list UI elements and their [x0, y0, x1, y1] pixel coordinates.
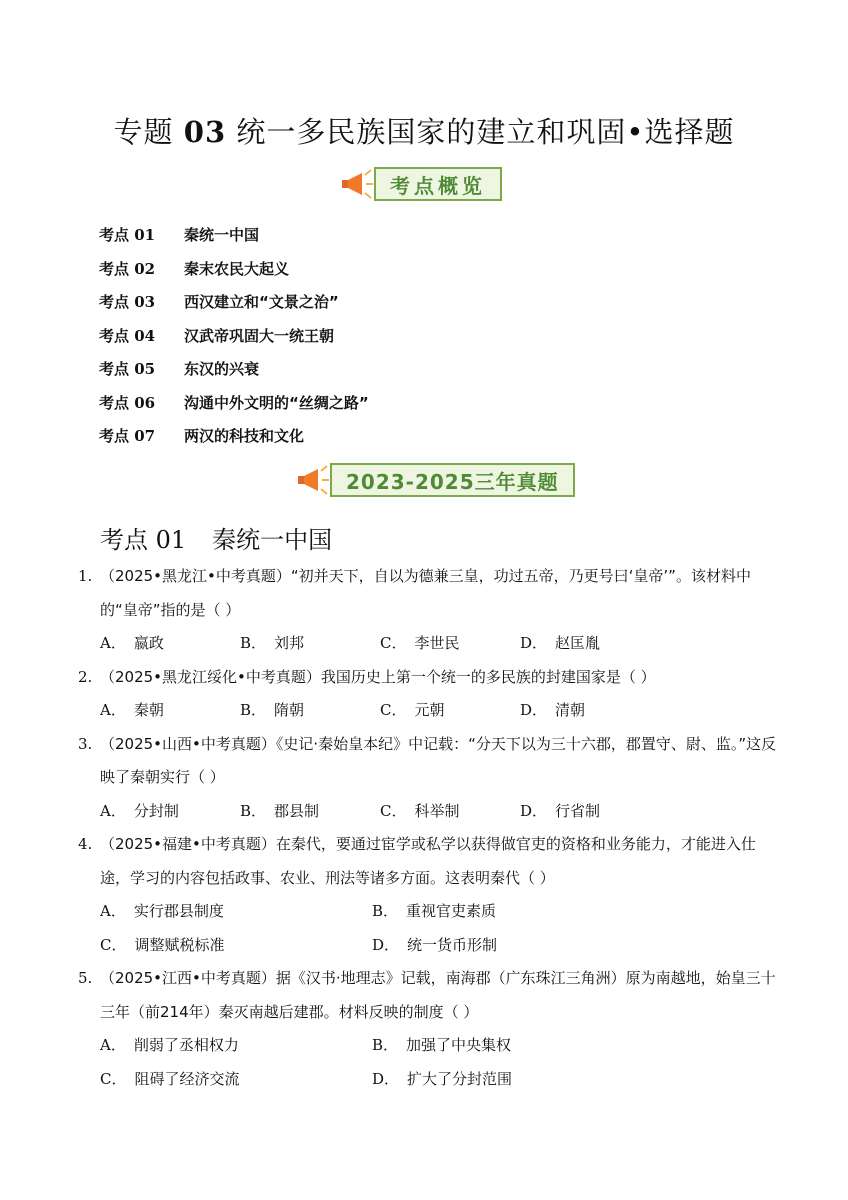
- option-list: [78, 694, 778, 728]
- option-a[interactable]: A． 嬴政: [100, 634, 164, 652]
- question-number: 1.: [78, 567, 93, 585]
- section-name: 秦统一中国: [212, 526, 333, 554]
- question-stem: （2025•黑龙江绥化•中考真题）我国历史上第一个统一的多民族的封建国家是（ ）: [100, 667, 656, 686]
- option-a[interactable]: A． 秦朝: [100, 701, 164, 719]
- overview-badge-label: 考点概览: [374, 167, 502, 201]
- option-c[interactable]: C． 科举制: [380, 801, 460, 820]
- question-stem: （2025•江西•中考真题）据《汉书·地理志》记载，南海郡（广东珠江三角洲）原为南越地，始皇三十三年（前214年）秦灭南越后建郡。材料反映的制度（ ）: [100, 969, 776, 1021]
- kaodian-code: 考点 07: [99, 427, 156, 446]
- megaphone-icon: [296, 461, 330, 499]
- option-a[interactable]: A． 削弱了丞相权力: [100, 1036, 239, 1054]
- question-stem: （2025•黑龙江•中考真题）“初并天下，自以为德兼三皇，功过五帝，乃更号曰‘皇帝’”。该材料中的“皇帝”指的是（ ）: [100, 567, 751, 619]
- kaodian-code: 考点 06: [99, 393, 156, 412]
- question-number: 2.: [78, 667, 93, 686]
- kaodian-code: 考点 01: [99, 226, 156, 245]
- option-list: [78, 795, 778, 829]
- list-item: [99, 285, 369, 319]
- kaodian-name: 沟通中外文明的“丝绸之路”: [184, 393, 369, 412]
- option-b[interactable]: B． 重视官吏素质: [372, 902, 497, 920]
- kaodian-list: [99, 218, 369, 453]
- list-item: [99, 352, 369, 386]
- megaphone-icon: [340, 165, 374, 203]
- option-list: [78, 895, 778, 962]
- option-list: [78, 627, 778, 661]
- option-d[interactable]: D． 赵匡胤: [520, 634, 601, 652]
- kaodian-name: 西汉建立和“文景之治”: [184, 293, 339, 312]
- overview-badge: [340, 165, 502, 203]
- section-heading: [100, 520, 332, 555]
- years-badge: [296, 461, 575, 499]
- option-c[interactable]: C． 元朝: [380, 701, 445, 719]
- option-d[interactable]: D． 行省制: [520, 801, 601, 820]
- question-number: 4.: [78, 835, 93, 853]
- option-d[interactable]: D． 统一货币形制: [372, 935, 498, 954]
- years-badge-label: 2023-2025三年真题: [330, 463, 575, 497]
- title-number: 03: [183, 115, 227, 149]
- kaodian-name: 秦统一中国: [184, 226, 260, 245]
- kaodian-code: 考点 02: [99, 259, 156, 278]
- kaodian-code: 考点 04: [99, 326, 156, 345]
- option-c[interactable]: C． 调整赋税标准: [100, 935, 225, 954]
- option-a[interactable]: A． 分封制: [100, 801, 179, 820]
- kaodian-code: 考点 05: [99, 360, 156, 379]
- option-c[interactable]: C． 李世民: [380, 634, 460, 652]
- list-item: [99, 319, 369, 353]
- question-stem: （2025•福建•中考真题）在秦代，要通过宦学或私学以获得做官吏的资格和业务能力，才能进入仕途，学习的内容包括政事、农业、刑法等诸多方面。这表明秦代（ ）: [100, 835, 756, 887]
- option-b[interactable]: B． 隋朝: [240, 701, 305, 719]
- option-d[interactable]: D． 扩大了分封范围: [372, 1069, 513, 1088]
- option-c[interactable]: C． 阻碍了经济交流: [100, 1069, 240, 1088]
- question-number: 3.: [78, 734, 93, 753]
- page-title: [0, 110, 848, 151]
- list-item: [99, 252, 369, 286]
- list-item: [99, 419, 369, 453]
- option-d[interactable]: D． 清朝: [520, 701, 586, 719]
- question: [78, 560, 778, 661]
- list-item: [99, 386, 369, 420]
- question-number: 5.: [78, 969, 93, 987]
- kaodian-name: 东汉的兴衰: [184, 360, 260, 379]
- question: [78, 962, 778, 1096]
- option-a[interactable]: A． 实行郡县制度: [100, 902, 224, 920]
- section-code: 考点 01: [100, 526, 187, 554]
- title-text: 统一多民族国家的建立和巩固•选择题: [236, 115, 735, 149]
- kaodian-name: 汉武帝巩固大一统王朝: [184, 326, 335, 345]
- question-stem: （2025•山西•中考真题）《史记·秦始皇本纪》中记载：“分天下以为三十六郡，郡置守、尉、监。”这反映了秦朝实行（ ）: [100, 734, 777, 786]
- question-list: [78, 560, 778, 1096]
- kaodian-code: 考点 03: [99, 293, 156, 312]
- kaodian-name: 两汉的科技和文化: [184, 427, 305, 446]
- question: [78, 661, 778, 728]
- question: [78, 728, 778, 829]
- option-list: [78, 1029, 778, 1096]
- title-prefix: 专题: [113, 115, 174, 149]
- kaodian-name: 秦末农民大起义: [184, 259, 290, 278]
- option-b[interactable]: B． 刘邦: [240, 634, 305, 652]
- option-b[interactable]: B． 郡县制: [240, 801, 320, 820]
- option-b[interactable]: B． 加强了中央集权: [372, 1036, 512, 1054]
- list-item: [99, 218, 369, 252]
- question: [78, 828, 778, 962]
